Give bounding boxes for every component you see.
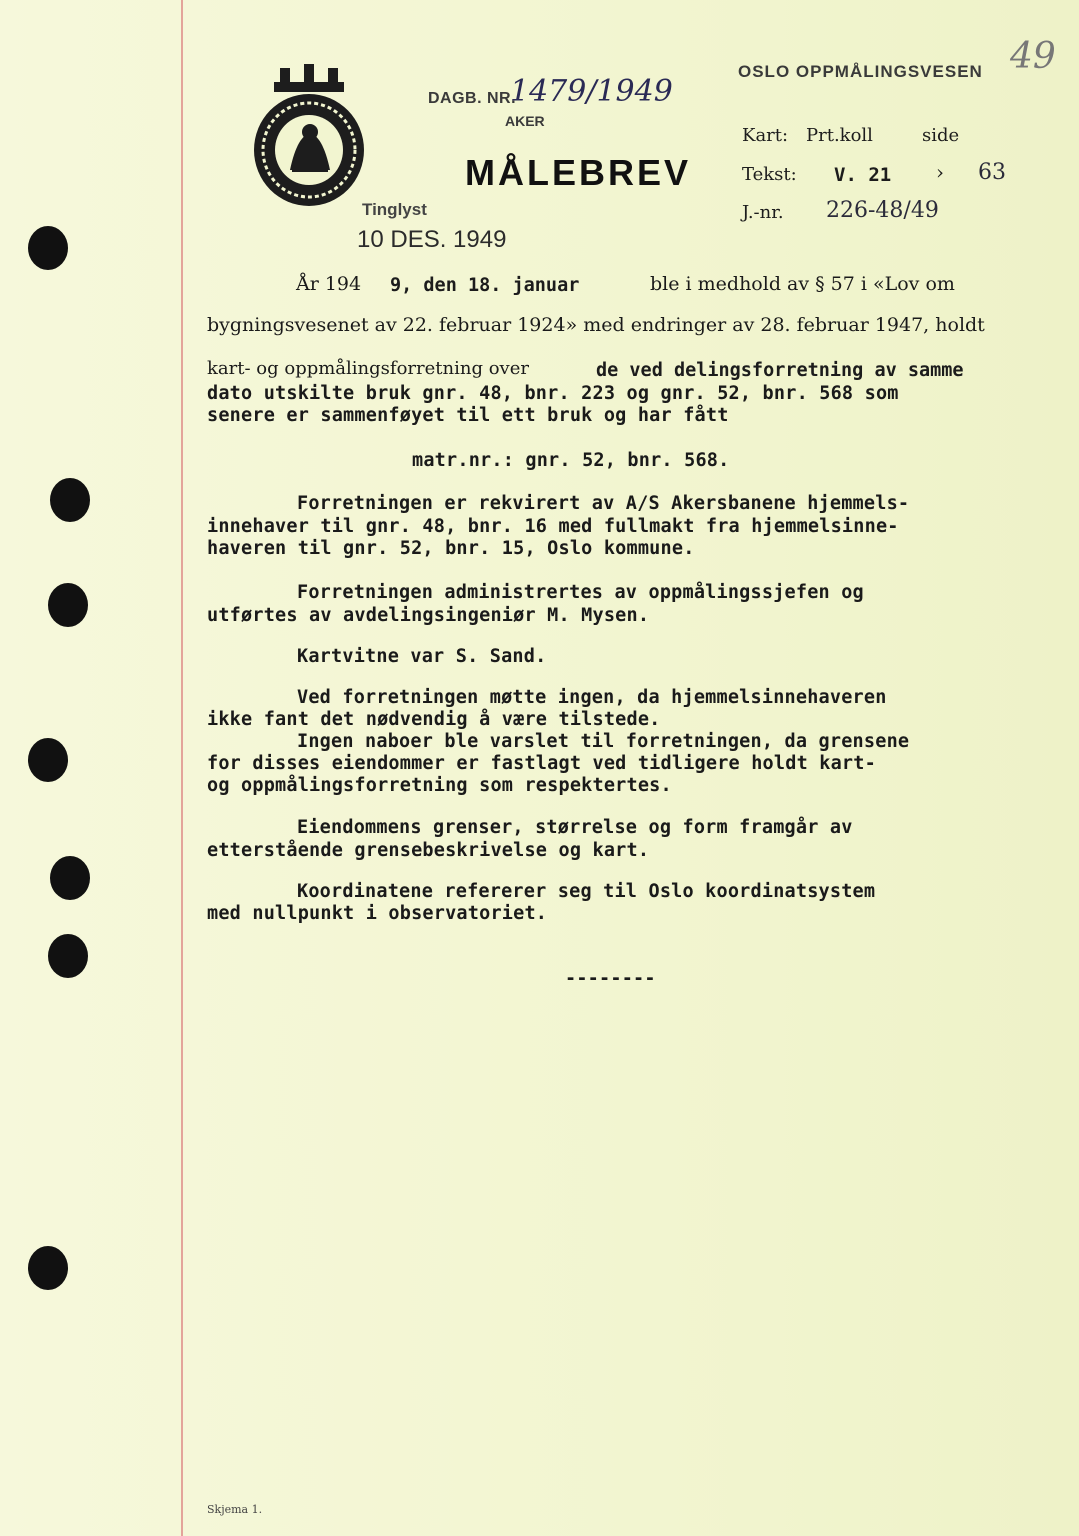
binder-hole xyxy=(28,738,68,782)
para5-line2: etterstående grensebeskrivelse og kart. xyxy=(207,840,650,861)
body-line5: senere er sammenføyet til ett bruk og har fått xyxy=(207,405,729,426)
ditto-mark: › xyxy=(936,160,944,184)
jnr-label: J.-nr. xyxy=(742,202,784,223)
jnr-value: 226-48/49 xyxy=(826,198,939,223)
binder-hole xyxy=(48,934,88,978)
body-line3-a: kart- og oppmålingsforretning over xyxy=(207,358,529,379)
office-name: OSLO OPPMÅLINGSVESEN xyxy=(738,62,983,81)
body-line4: dato utskilte bruk gnr. 48, bnr. 223 og gnr. 52, bnr. 568 som xyxy=(207,383,899,404)
stamp-text: Tinglyst xyxy=(362,200,427,219)
margin-rule xyxy=(181,0,183,1536)
body-line2: bygningsvesenet av 22. februar 1924» med endringer av 28. februar 1947, holdt xyxy=(207,314,985,336)
para1-line3: haveren til gnr. 52, bnr. 15, Oslo kommune. xyxy=(207,538,695,559)
para4-line2: ikke fant det nødvendig å være tilstede. xyxy=(207,709,661,730)
binder-hole xyxy=(48,583,88,627)
para2-line2: utførtes av avdelingsingeniør M. Mysen. xyxy=(207,605,650,626)
para1-line2: innehaver til gnr. 48, bnr. 16 med fullmakt fra hjemmelsinne- xyxy=(207,516,899,537)
tekst-side: 63 xyxy=(978,160,1006,185)
binder-hole xyxy=(28,226,68,270)
para2-line1: Forretningen administrertes av oppmålingssjefen og xyxy=(297,582,864,603)
matr-number: matr.nr.: gnr. 52, bnr. 568. xyxy=(412,450,730,471)
para4-line5: og oppmålingsforretning som respektertes. xyxy=(207,775,672,796)
para1-line1: Forretningen er rekvirert av A/S Akersbanene hjemmels- xyxy=(297,493,910,514)
body-line1-b: 9, den 18. januar xyxy=(390,275,580,296)
binder-hole xyxy=(28,1246,68,1290)
para4-line4: for disses eiendommer er fastlagt ved tidligere holdt kart- xyxy=(207,753,876,774)
separator-line: -------- xyxy=(565,968,656,989)
binder-hole xyxy=(50,856,90,900)
oslo-seal-icon xyxy=(250,62,368,210)
body-line1-c: ble i medhold av § 57 i «Lov om xyxy=(650,273,955,295)
body-line3-b: de ved delingsforretning av samme xyxy=(596,360,964,381)
place-label: AKER xyxy=(505,113,545,129)
kart-value: Prt.koll xyxy=(806,125,873,146)
para6-line1: Koordinatene refererer seg til Oslo koordinatsystem xyxy=(297,881,876,902)
folio-number: 49 xyxy=(1010,36,1056,77)
body-line1-a: År 194 xyxy=(296,273,362,295)
binder-hole xyxy=(50,478,90,522)
para4-line1: Ved forretningen møtte ingen, da hjemmelsinnehaveren xyxy=(297,687,887,708)
para3-line1: Kartvitne var S. Sand. xyxy=(297,646,547,667)
para4-line3: Ingen naboer ble varslet til forretningen, da grensene xyxy=(297,731,910,752)
dagb-label: DAGB. NR. xyxy=(428,90,517,107)
side-label: side xyxy=(922,125,960,146)
tekst-value: V. 21 xyxy=(834,164,892,186)
page-title: MÅLEBREV xyxy=(465,152,692,193)
kart-label: Kart: xyxy=(742,125,789,146)
form-label: Skjema 1. xyxy=(207,1503,263,1516)
para5-line1: Eiendommens grenser, størrelse og form framgår av xyxy=(297,817,853,838)
dagb-number: 1479/1949 xyxy=(510,74,673,109)
stamp-date: 10 DES. 1949 xyxy=(357,226,507,253)
para6-line2: med nullpunkt i observatoriet. xyxy=(207,903,548,924)
tekst-label: Tekst: xyxy=(742,164,797,185)
